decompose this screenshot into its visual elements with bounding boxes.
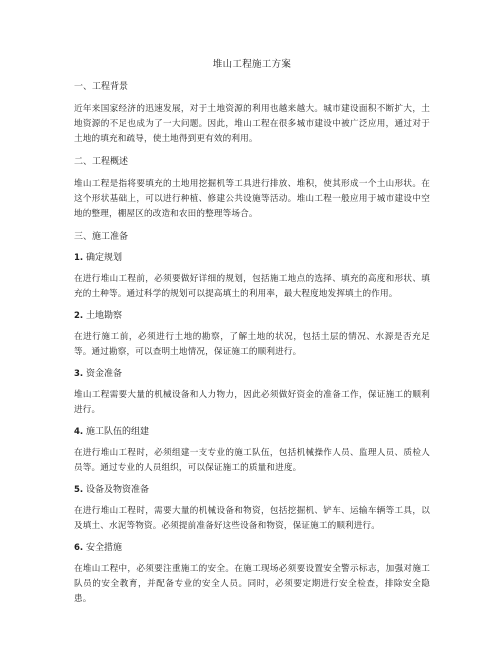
- subsection-label: 施工队伍的组建: [86, 427, 150, 437]
- subsection-heading-team: [74, 426, 430, 439]
- paragraph-planning: 在进行堆山工程前，必须要做好详细的规划，包括施工地点的选择、填充的高度和形状、填充的土种等。通过科学的规划可以提高填土的利用率，最大程度地发挥填土的作用。: [74, 274, 430, 299]
- subsection-label: 设备及物资准备: [86, 485, 150, 495]
- paragraph-overview: 堆山工程是指将要填充的土地用挖掘机等工具进行排放、堆积，使其形成一个土山形状。在这个形状基础上，可以进行种植、修建公共设施等活动。堆山工程一般应用于城市建设中空地的整理，棚屋区的改造和农田的整理等场合。: [74, 179, 430, 219]
- paragraph-team: 在进行堆山工程时，必须组建一支专业的施工队伍，包括机械操作人员、监理人员、质检人员等。通过专业的人员组织，可以保证施工的质量和进度。: [74, 448, 430, 473]
- paragraph-funding: 堆山工程需要大量的机械设备和人力物力，因此必须做好资金的准备工作，保证施工的顺利进行。: [74, 390, 430, 415]
- subsection-heading-funding: [74, 368, 430, 381]
- subsection-heading-equipment: [74, 484, 430, 497]
- paragraph-equipment: 在进行堆山工程时，需要大量的机械设备和物资，包括挖掘机、铲车、运输车辆等工具，以及填土、水泥等物资。必须提前准备好这些设备和物资，保证施工的顺利进行。: [74, 506, 430, 531]
- subsection-heading-safety: [74, 542, 430, 555]
- subsection-number: 4.: [74, 427, 84, 437]
- document-title: 堆山工程施工方案: [212, 59, 292, 70]
- subsection-number: 2.: [74, 311, 84, 321]
- subsection-number: 6.: [74, 543, 84, 553]
- paragraph-survey: 在进行施工前，必须进行土地的勘察，了解土地的状况，包括土层的情况、水源是否充足等。通过勘察，可以查明土地情况，保证施工的顺利进行。: [74, 332, 430, 357]
- subsection-label: 确定规划: [86, 253, 123, 263]
- section-heading-overview: 二、工程概述: [74, 157, 129, 167]
- paragraph-safety: 在堆山工程中，必须要注重施工的安全。在施工现场必须要设置安全警示标志，加强对施工队员的安全教育，并配备专业的安全人员。同时，必须要定期进行安全检查，排除安全隐患。: [74, 564, 430, 604]
- subsection-heading-survey: [74, 310, 430, 323]
- subsection-number: 3.: [74, 369, 84, 379]
- section-heading-background: 一、工程背景: [74, 82, 129, 92]
- paragraph-background: 近年来国家经济的迅速发展，对于土地资源的利用也越来越大。城市建设面积不断扩大，土地资源的不足也成为了一大问题。因此，堆山工程在很多城市建设中被广泛应用，通过对于土地的填充和疏导，使土地得到更有效的利用。: [74, 104, 430, 144]
- section-heading-preparation: 三、施工准备: [74, 232, 129, 242]
- subsection-number: 5.: [74, 485, 84, 495]
- subsection-number: 1.: [74, 253, 84, 263]
- subsection-label: 资金准备: [86, 369, 123, 379]
- subsection-heading-planning: [74, 252, 430, 265]
- subsection-label: 安全措施: [86, 543, 123, 553]
- subsection-label: 土地勘察: [86, 311, 123, 321]
